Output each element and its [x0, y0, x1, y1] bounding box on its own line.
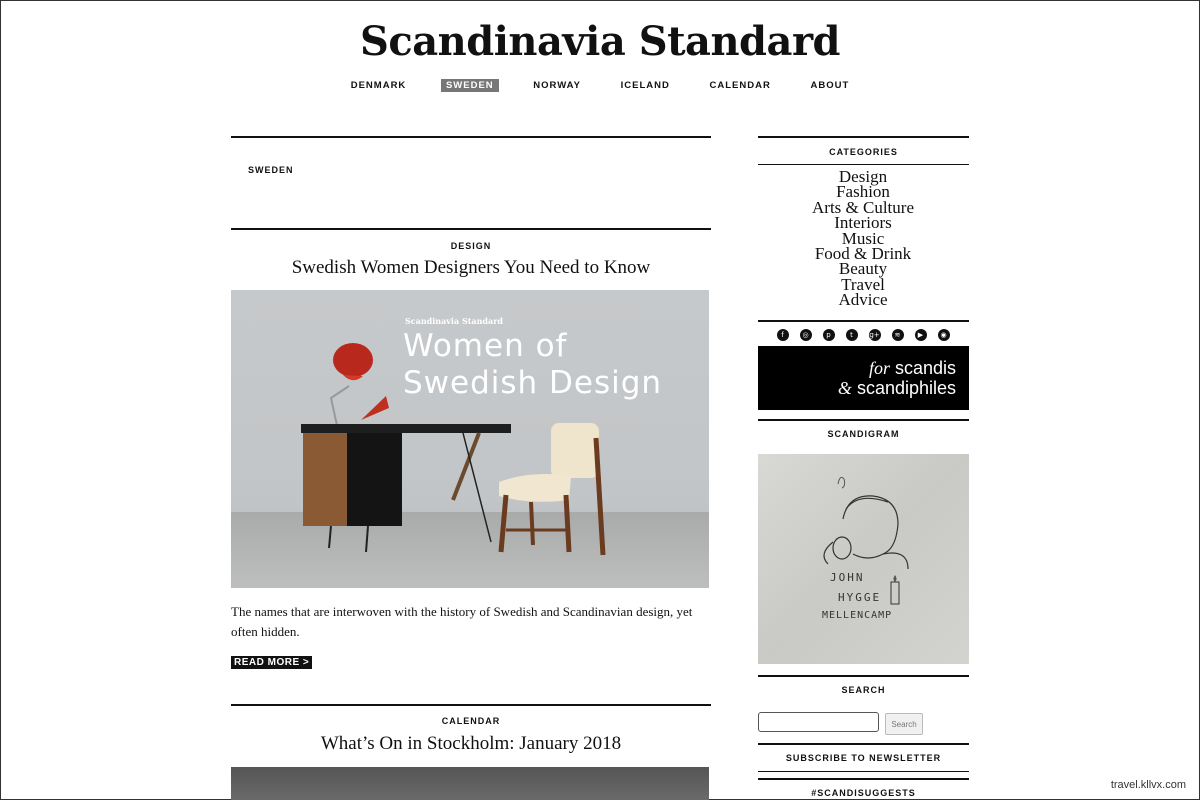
category-link-food-drink[interactable]: Food & Drink [814, 244, 912, 264]
scandigram-image[interactable] [758, 454, 969, 664]
divider [758, 419, 969, 421]
category-link-fashion[interactable]: Fashion [836, 182, 890, 202]
category-link-advice[interactable]: Advice [838, 290, 888, 310]
divider [231, 136, 711, 138]
sketch-text-mellencamp: MELLENCAMP [822, 610, 893, 621]
twitter-icon[interactable]: t [846, 329, 858, 341]
category-link-design[interactable]: Design [838, 167, 888, 186]
category-link-music[interactable]: Music [841, 228, 885, 248]
sketch-text-john: JOHN [830, 571, 865, 584]
nav-item-norway[interactable]: NORWAY [533, 80, 581, 91]
post-category[interactable]: DESIGN [450, 241, 492, 251]
divider [758, 675, 969, 677]
categories-heading: CATEGORIES [829, 147, 898, 157]
post-excerpt: The names that are interwoven with the history of Swedish and Scandinavian design, yet often hidden. [231, 604, 693, 639]
search-button[interactable]: Search [885, 713, 923, 735]
read-more-button[interactable]: READ MORE > [231, 656, 312, 669]
pinterest-icon[interactable]: p [823, 329, 835, 341]
categories-list [758, 169, 968, 308]
newsletter-heading[interactable]: SUBSCRIBE TO NEWSLETTER [785, 753, 942, 763]
youtube-icon[interactable]: ▶ [915, 329, 927, 341]
divider [758, 743, 969, 745]
post-title[interactable]: What’s On in Stockholm: January 2018 [320, 733, 622, 754]
nav-item-iceland[interactable]: ICELAND [620, 80, 670, 91]
nav-item-about[interactable]: ABOUT [810, 80, 850, 91]
search-input[interactable] [758, 712, 879, 732]
desk-and-chair-illustration [231, 290, 709, 588]
banner-ampersand: & [837, 378, 852, 398]
banner-for: for [868, 358, 890, 378]
divider [231, 228, 711, 230]
banner-scandiphiles: scandiphiles [856, 378, 956, 398]
post-featured-image[interactable] [231, 290, 709, 588]
site-title[interactable]: Scandinavia Standard [360, 18, 840, 65]
post-category[interactable]: CALENDAR [441, 716, 501, 726]
archive-heading: SWEDEN [248, 165, 294, 175]
category-link-beauty[interactable]: Beauty [838, 259, 888, 279]
sketch-text-hygge: HYGGE [838, 591, 882, 604]
hashtag-heading[interactable]: #SCANDISUGGESTS [811, 788, 916, 798]
divider [758, 771, 969, 772]
image-headline-line1: Women of [403, 328, 568, 364]
post-title[interactable]: Swedish Women Designers You Need to Know [291, 257, 651, 278]
main-nav [0, 79, 1200, 92]
image-brand: Scandinavia Standard [405, 316, 503, 326]
post-featured-image[interactable] [231, 767, 709, 800]
tagline-banner [758, 346, 969, 410]
category-link-travel[interactable]: Travel [841, 274, 885, 294]
divider [758, 320, 969, 322]
divider [758, 136, 969, 138]
nav-item-calendar[interactable]: CALENDAR [709, 80, 771, 91]
rss-icon[interactable]: ◉ [938, 329, 950, 341]
divider [231, 704, 711, 706]
image-headline-line2: Swedish Design [403, 365, 663, 401]
divider [758, 778, 969, 780]
divider [758, 164, 969, 165]
category-link-interiors[interactable]: Interiors [834, 213, 892, 233]
search-heading: SEARCH [841, 685, 886, 695]
spotify-icon[interactable]: ≋ [892, 329, 904, 341]
social-icons [758, 329, 968, 341]
watermark: travel.kllvx.com [1110, 779, 1186, 791]
category-link-arts-culture[interactable]: Arts & Culture [812, 197, 914, 217]
facebook-icon[interactable]: f [777, 329, 789, 341]
nav-item-denmark[interactable]: DENMARK [350, 80, 407, 91]
banner-scandis: scandis [894, 358, 956, 378]
scandigram-heading: SCANDIGRAM [827, 429, 900, 439]
google-plus-icon[interactable]: g+ [869, 331, 880, 339]
instagram-icon[interactable]: ◎ [800, 329, 812, 341]
nav-item-sweden[interactable]: SWEDEN [441, 79, 499, 92]
sketch-illustration [758, 454, 969, 664]
